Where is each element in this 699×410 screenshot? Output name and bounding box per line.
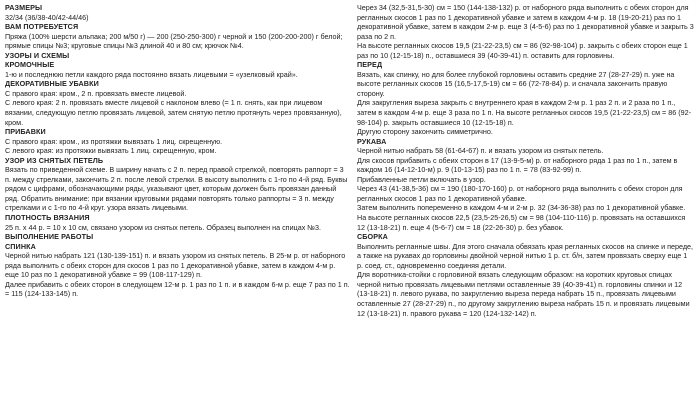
right-column	[357, 3, 695, 318]
paragraph: Пряжа (100% шерсти альпака; 200 м/50 г) — 200 (250-250-300) г черной и 150 (200-200-200) г белой; прямые спицы №3; круговые спицы №3 длиной 40 и 80 см; крючок №4.	[5, 31, 343, 51]
paragraph: Черной нитью набрать 58 (61-64-67) п. и вязать узором из снятых петель.	[357, 146, 604, 156]
paragraph: 25 п. х 44 р. = 10 х 10 см, связано узором из снятых петель. Образец выполнен на спицах №3.	[5, 222, 321, 232]
section-heading: ПЛОТНОСТЬ ВЯЗАНИЯ	[5, 213, 90, 223]
paragraph: Затем выполнить попеременно в каждом 4-м и 2-м р. 32 (34-36-38) раз по 1 декоративной убавке.	[357, 203, 686, 213]
paragraph: Далее прибавить с обеих сторон в следующем 12-м р. 1 раз по 1 п. и в каждом 6-м р. еще 7 раз по 1 п. = 115 (124-133-145) п.	[5, 279, 350, 299]
paragraph: Для закругления выреза закрыть с внутреннего края в каждом 2-м р. 1 раз 2 п. и 2 раза по 1 п., затем в каждом 4-м р. еще 3 раза по 1 п. На высоте регланных скосов 19,5 (21-22-23,5) см = 86 (92-98-104) р. закрыть оставшиеся 10 (12-15-18) п.	[357, 98, 692, 127]
section-heading: СПИНКА	[5, 241, 36, 251]
paragraph: Через 43 (41-38,5-36) см = 190 (180-170-160) р. от наборного ряда выполнить с обеих сторон для регланных скосов 1 раз по 1 декоративной убавке.	[357, 184, 683, 203]
section-heading: ПРИБАВКИ	[5, 127, 46, 137]
paragraph: 1-ю и последнюю петли каждого ряда постоянно вязать лицевыми = «узелковый край».	[5, 69, 298, 79]
section-heading: КРОМОЧНЫЕ	[5, 60, 55, 70]
paragraph: На высоте регланных скосов 22,5 (23,5-25-26,5) см = 98 (104-110-116) р. провязать на оставшихся 12 (13-18-21) п. еще 4 (5-6-7) см = 18 (22-26-30) р. без убавок.	[357, 213, 686, 232]
paragraph: Через 34 (32,5-31,5-30) см = 150 (144-138-132) р. от наборного ряда выполнить с обеих сторон для регланных скосов 1 раз по 1 декоративной убавке и затем в каждом 4-м р. 18 (19-20-21) раз по 1 декоративной убавке, затем в каждом 2-м р. еще 3 (4-5-6) раз по 1 декоративной убавке и закрыть 3 раза по 2 п.	[357, 3, 694, 41]
paragraph: С правого края: кром., 2 п. провязать вместе лицевой.	[5, 88, 187, 98]
paragraph: Прибавленные петли включать в узор.	[357, 174, 486, 184]
section-heading: УЗОР ИЗ СНЯТЫХ ПЕТЕЛЬ	[5, 155, 104, 165]
paragraph: Выполнить регланные швы. Для этого сначала обвязать края регланных скосов на спинке и переде, а также на рукавах до горловины двойной черной нитью 1 р. ст. б/н, затем провязать сверху еще 1 р. соед. ст., одновременно соединяя детали.	[357, 241, 694, 270]
section-heading: РАЗМЕРЫ	[5, 3, 43, 12]
paragraph: Другую сторону закончить симметрично.	[357, 127, 493, 137]
section-heading: ПЕРЕД	[357, 60, 383, 70]
paragraph: С левого края: из протяжки вывязать 1 лиц. скрещенную, кром.	[5, 146, 217, 156]
section-heading: ВАМ ПОТРЕБУЕТСЯ	[5, 22, 79, 32]
paragraph: С левого края: 2 п. провязать вместе лицевой с наклоном влево (= 1 п. снять, как при лицевом вязании, следующую петлю провязать лицевой, затем снятую петлю протянуть через провязанную), кром.	[5, 98, 342, 127]
section-heading: УЗОРЫ И СХЕМЫ	[5, 50, 70, 60]
paragraph: Черной нитью набрать 121 (130-139-151) п. и вязать узором из снятых петель. В 25-м р. от наборного ряда выполнить с обеих сторон для скосов 1 раз по 1 декоративной убавке, затем в каждом 4-м р. еще 10 раз по 1 декоративной убавке = 99 (108-117-129) п.	[5, 251, 346, 280]
left-column	[5, 3, 350, 299]
section-heading: ВЫПОЛНЕНИЕ РАБОТЫ	[5, 232, 94, 242]
paragraph: С правого края: кром., из протяжки вывязать 1 лиц. скрещенную.	[5, 136, 223, 146]
section-heading: ДЕКОРАТИВНЫЕ УБАВКИ	[5, 79, 99, 89]
section-heading: СБОРКА	[357, 232, 388, 242]
paragraph: Для воротника-стойки с горловиной вязать следующим образом: на коротких круговых спицах черной нитью провязать лицевыми петлями оставленные 39 (40-39-41) п. горловины спинки и 12 (13-18-21) п. левого рукава, по закруглению выреза переда набрать 15 п., провязать лицевыми оставленные 27 (28-27-29) п., по другому закруглению выреза набрать 15 п. и провязать лицевыми 12 (13-18-21) п. правого рукава = 120 (124-132-142) п.	[357, 270, 690, 318]
paragraph: Вязать, как спинку, но для более глубокой горловины оставить средние 27 (28-27-29) п. уже на высоте регланных скосов 15 (16,5-17,5-19) см = 66 (72-78-84) р. и сначала закончить правую сторону.	[357, 69, 675, 98]
paragraph: 32/34 (36/38-40/42-44/46)	[5, 12, 89, 22]
paragraph: Для скосов прибавить с обеих сторон в 17 (13-9-5-м) р. от наборного ряда 1 раз по 1 п., затем в каждом 16 (14-12-10-м) р. 9 (10-13-15) раз по 1 п. = 78 (83-92-99) п.	[357, 155, 678, 175]
paragraph: На высоте регланных скосов 19,5 (21-22-23,5) см = 86 (92-98-104) р. закрыть с обеих сторон еще 1 раз по 10 (12-15-18) п., оставшиеся 39 (40-39-41) п. оставить для горловины.	[357, 41, 688, 60]
paragraph: Вязать по приведенной схеме. В ширину начать с 2 п. перед правой стрелкой, повторять раппорт = 3 п. между стрелками, закончить 2 п. после левой стрелки. В высоту выполнить с 1-го по 4-й ряд. Буквы рядом с цифрами, обозначающими ряды, указывают цвет, которым должен быть провязан данный ряд. Обратить внимание: при вязании круговыми рядами повторять только раппорты = 3 п. между стрелками и с 1-го по 4-й круг. узора вязать лицевыми.	[5, 165, 348, 213]
section-heading: РУКАВА	[357, 136, 387, 146]
